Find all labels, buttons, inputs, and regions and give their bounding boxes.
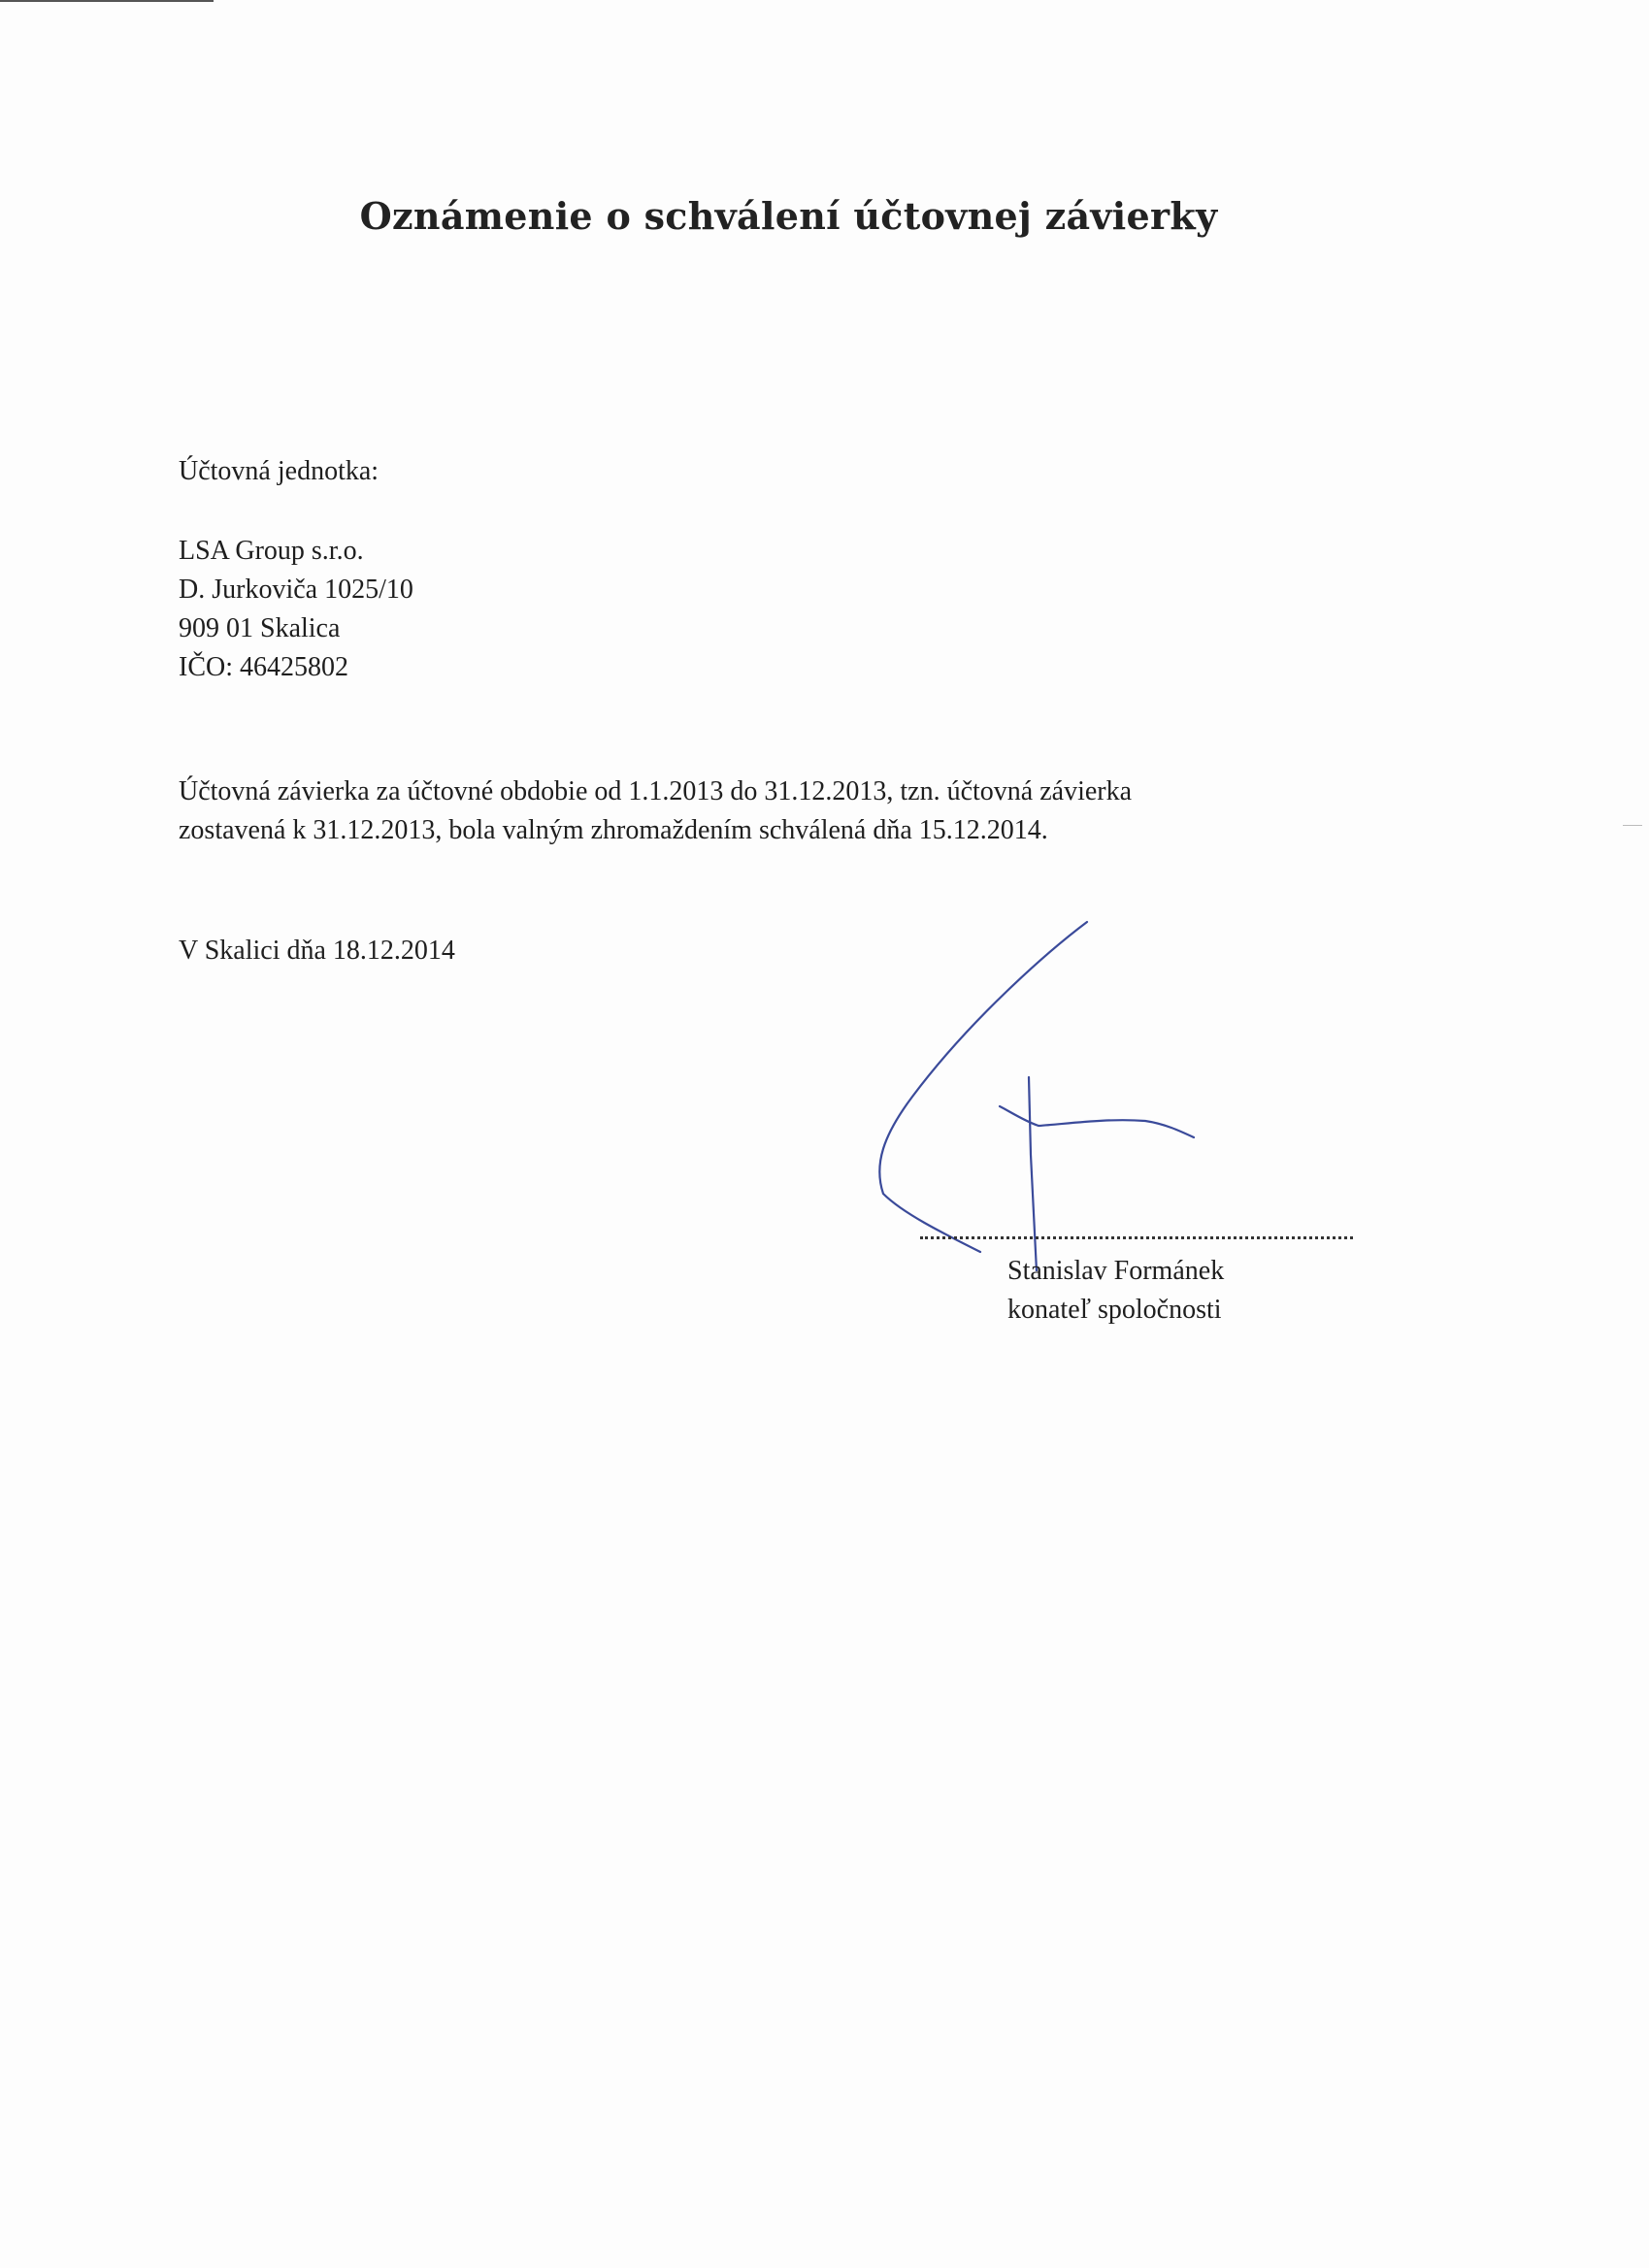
company-street: D. Jurkoviča 1025/10 xyxy=(179,575,413,605)
company-address xyxy=(179,532,413,687)
scan-edge xyxy=(0,0,214,2)
approval-statement xyxy=(179,772,1343,850)
unit-label: Účtovná jednotka: xyxy=(179,456,379,486)
company-city: 909 01 Skalica xyxy=(179,613,341,643)
signer-block xyxy=(1007,1252,1224,1330)
company-ico: IČO: 46425802 xyxy=(179,652,348,682)
statement-line-1: Účtovná závierka za účtovné obdobie od 1.1.2013 do 31.12.2013, tzn. účtovná závierka xyxy=(179,776,1133,806)
place-date: V Skalici dňa 18.12.2014 xyxy=(179,936,455,966)
signature-line xyxy=(920,1236,1353,1239)
company-name: LSA Group s.r.o. xyxy=(179,536,364,566)
statement-line-2: zostavená k 31.12.2013, bola valným zhromaždením schválená dňa 15.12.2014. xyxy=(179,815,1048,845)
signer-name: Stanislav Formánek xyxy=(1007,1256,1225,1286)
document-title: Oznámenie o schválení účtovnej závierky xyxy=(359,194,1218,238)
signer-role: konateľ spoločnosti xyxy=(1007,1295,1222,1325)
scan-mark xyxy=(1623,825,1642,826)
handwritten-signature xyxy=(854,903,1262,1271)
